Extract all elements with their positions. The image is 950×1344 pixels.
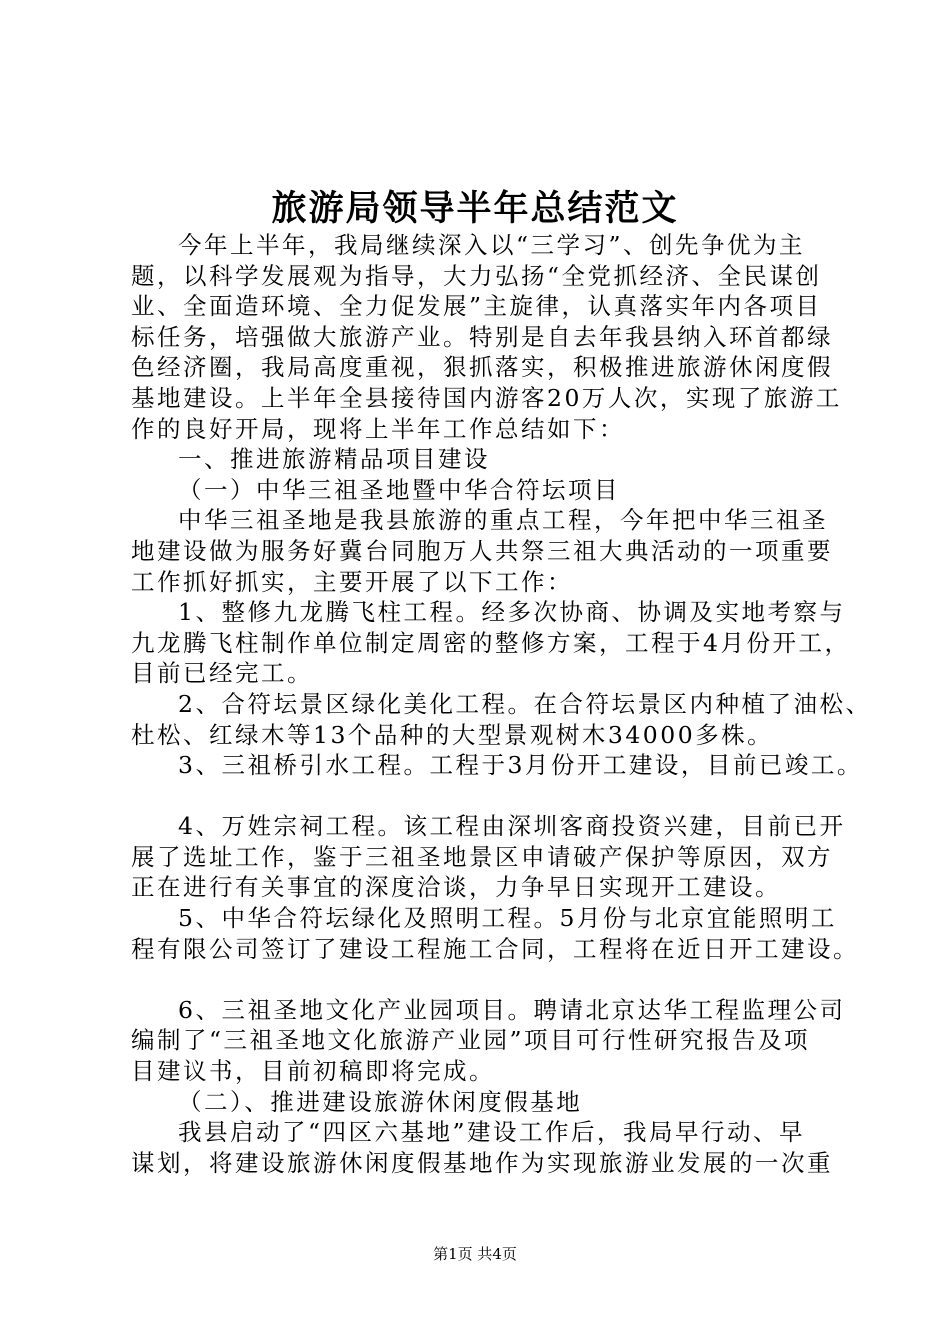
list-item-line: 杜松、红绿木等13个品种的大型景观树木34000多株。: [131, 720, 774, 749]
document-body: [131, 230, 872, 1178]
list-item-line: 目建议书，目前初稿即将完成。: [131, 1057, 495, 1086]
blank-line: [131, 964, 829, 995]
paragraph-line: 我县启动了“四区六基地”建设工作后，我局早行动、早: [178, 1118, 806, 1147]
paragraph-line: 标任务，培强做大旅游产业。特别是自去年我县纳入环首都绿: [131, 322, 833, 351]
list-item-line: 4、万姓宗祠工程。该工程由深圳客商投资兴建，目前已开: [178, 812, 846, 841]
paragraph-line: 题，以科学发展观为指导，大力弘扬“全党抓经济、全民谋创: [131, 261, 822, 290]
subsection-heading: （二）、推进建设旅游休闲度假基地: [178, 1087, 583, 1116]
list-item-line: 九龙腾飞柱制作单位制定周密的整修方案，工程于4月份开工，: [131, 628, 851, 657]
document-title: 旅游局领导半年总结范文: [271, 188, 679, 229]
paragraph-line: 作的良好开局，现将上半年工作总结如下：: [131, 414, 625, 443]
list-item-line: 程有限公司签订了建设工程施工合同，工程将在近日开工建设。: [131, 934, 859, 963]
section-heading: 一、推进旅游精品项目建设: [178, 445, 490, 474]
list-item-line: 3、三祖桥引水工程。工程于3月份开工建设，目前已竣工。: [178, 751, 863, 780]
list-item-line: 1、整修九龙腾飞柱工程。经多次协商、协调及实地考察与: [178, 598, 846, 627]
paragraph-line: 今年上半年，我局继续深入以“三学习”、创先争优为主: [178, 231, 806, 259]
paragraph-line: 基地建设。上半年全县接待国内游客20万人次，实现了旅游工: [131, 383, 842, 412]
list-item-line: 正在进行有关事宜的深度洽谈，力争早日实现开工建设。: [131, 873, 781, 902]
subsection-heading: （一）中华三祖圣地暨中华合符坛项目: [178, 475, 620, 504]
list-item-line: 目前已经完工。: [131, 659, 313, 688]
paragraph-line: 谋划，将建设旅游休闲度假基地作为实现旅游业发展的一次重: [131, 1148, 833, 1177]
list-item-line: 5、中华合符坛绿化及照明工程。5月份与北京宜能照明工: [178, 904, 837, 933]
paragraph-line: 色经济圈，我局高度重视，狠抓落实，积极推进旅游休闲度假: [131, 353, 833, 382]
paragraph-line: 工作抓好抓实，主要开展了以下工作：: [131, 567, 573, 596]
blank-line: [131, 781, 829, 812]
list-item-line: 6、三祖圣地文化产业园项目。聘请北京达华工程监理公司: [178, 995, 846, 1024]
paragraph-line: 中华三祖圣地是我县旅游的重点工程，今年把中华三祖圣: [178, 506, 828, 535]
paragraph-line: 业、全面造环境、全力促发展”主旋律，认真落实年内各项目: [131, 292, 822, 321]
list-item-line: 编制了“三祖圣地文化旅游产业园”项目可行性研究报告及项: [131, 1026, 811, 1055]
paragraph-line: 地建设做为服务好冀台同胞万人共祭三祖大典活动的一项重要: [131, 536, 833, 565]
list-item-line: 展了选址工作，鉴于三祖圣地景区申请破产保护等原因，双方: [131, 842, 833, 871]
page-footer: 第1页 共4页: [433, 1245, 517, 1263]
list-item-line: 2、合符坛景区绿化美化工程。在合符坛景区内种植了油松、: [178, 689, 872, 718]
